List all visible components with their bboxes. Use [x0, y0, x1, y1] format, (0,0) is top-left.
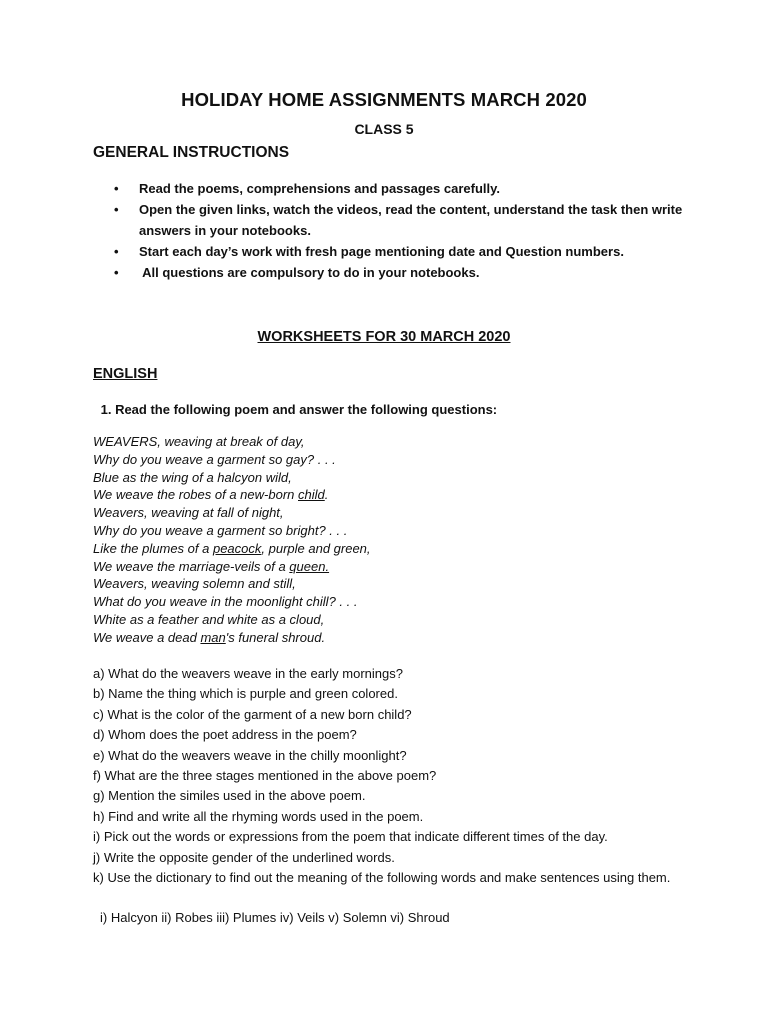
underlined-word: child: [298, 487, 325, 503]
instructions-list: [93, 178, 693, 283]
underlined-word: man: [200, 629, 226, 645]
instruction-item: [93, 178, 693, 199]
vocabulary-word-list: i) Halcyon ii) Robes iii) Plumes iv) Veils v) Solemn vi) Shroud: [100, 910, 450, 925]
question-item: d) Whom does the poet address in the poem?: [93, 727, 357, 743]
instruction-text: Open the given links, watch the videos, read the content, understand the task then write answers in your notebooks.: [139, 202, 683, 238]
poem-line: Blue as the wing of a halcyon wild,: [93, 469, 292, 485]
question-item: h) Find and write all the rhyming words used in the poem.: [93, 808, 424, 824]
poem-line: WEAVERS, weaving at break of day,: [93, 434, 305, 449]
poem-line: Why do you weave a garment so gay? . . .: [93, 451, 336, 467]
worksheet-heading: WORKSHEETS FOR 30 MARCH 2020: [257, 329, 511, 345]
poem-line: We weave the robes of a new-born child.: [93, 487, 329, 503]
question-item: f) What are the three stages mentioned in the above poem?: [93, 768, 437, 784]
general-instructions-heading: GENERAL INSTRUCTIONS: [93, 144, 290, 161]
poem-line: Like the plumes of a peacock, purple and green,: [93, 540, 371, 556]
poem-line: We weave a dead man's funeral shroud.: [93, 629, 326, 645]
poem: [93, 433, 613, 647]
question-list: [93, 664, 693, 888]
instruction-text: Read the poems, comprehensions and passages carefully.: [139, 181, 500, 196]
question-item: e) What do the weavers weave in the chilly moonlight?: [93, 747, 407, 763]
instruction-text: Start each day’s work with fresh page mentioning date and Question numbers.: [139, 244, 624, 259]
question-item: i) Pick out the words or expressions from the poem that indicate different times of the day.: [93, 829, 608, 845]
bullet-icon: •: [114, 265, 119, 280]
question-item: j) Write the opposite gender of the underlined words.: [93, 849, 395, 865]
poem-line: White as a feather and white as a cloud,: [93, 611, 325, 627]
poem-line: We weave the marriage-veils of a queen.: [93, 558, 330, 574]
instruction-item: [93, 241, 693, 262]
underlined-word: peacock: [212, 540, 262, 556]
instruction-item: [93, 199, 693, 241]
poem-line: Weavers, weaving at fall of night,: [93, 505, 284, 521]
question-item: a) What do the weavers weave in the early mornings?: [93, 666, 403, 681]
question-item: c) What is the color of the garment of a new born child?: [93, 706, 412, 722]
question-item: k) Use the dictionary to find out the meaning of the following words and make sentences using them.: [93, 870, 671, 886]
instruction-item: [93, 262, 693, 283]
question-item: g) Mention the similes used in the above poem.: [93, 788, 366, 804]
bullet-icon: •: [114, 202, 119, 217]
bullet-icon: •: [114, 181, 119, 196]
question-item: b) Name the thing which is purple and green colored.: [93, 686, 398, 702]
document-title: HOLIDAY HOME ASSIGNMENTS MARCH 2020: [181, 89, 587, 110]
question-1-prompt: 1. Read the following poem and answer the following questions:: [97, 402, 498, 417]
poem-line: What do you weave in the moonlight chill? . . .: [93, 594, 358, 610]
bullet-icon: •: [114, 244, 119, 259]
instruction-text: All questions are compulsory to do in your notebooks.: [139, 265, 480, 280]
poem-line: Weavers, weaving solemn and still,: [93, 576, 296, 592]
subject-heading: ENGLISH: [93, 366, 158, 382]
poem-line: Why do you weave a garment so bright? . . .: [93, 522, 348, 538]
class-label: CLASS 5: [354, 121, 414, 137]
underlined-word: queen.: [289, 558, 330, 574]
